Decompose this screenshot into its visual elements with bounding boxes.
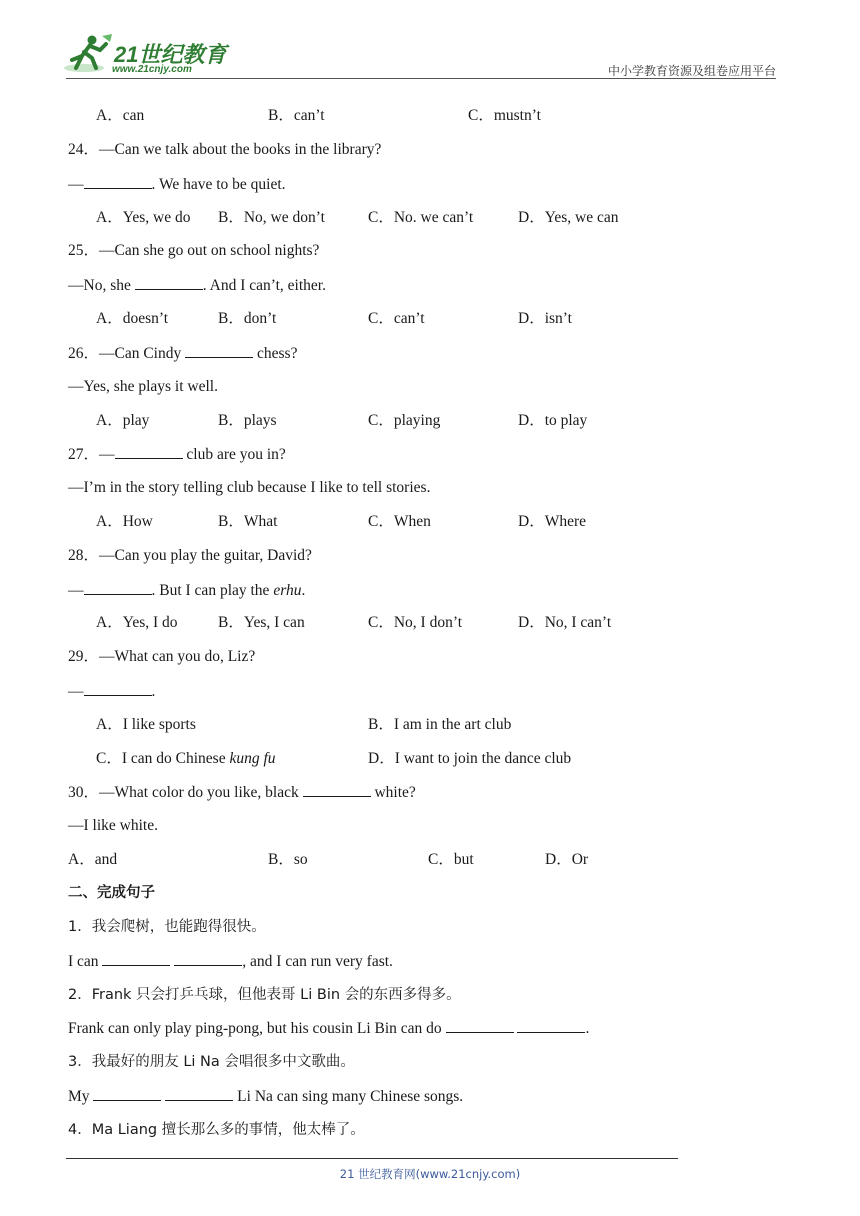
q23-option-a: A．can [96,107,145,124]
answer-blank[interactable] [84,681,152,696]
answer-blank[interactable] [135,275,203,290]
sentence-3-chinese: 3．我最好的朋友 Li Na 会唱很多中文歌曲。 [68,1054,355,1070]
q30-option-b: B．so [268,851,308,868]
q27-question: 27．— club are you in? [68,446,286,463]
sentence-2-english: Frank can only play ping-pong, but his cousin Li Bin can do . [68,1020,590,1037]
q25-option-a: A．doesn’t [96,310,169,327]
footer-divider [66,1158,678,1159]
q27-answer: —I’m in the story telling club because I like to tell stories. [68,479,431,496]
q23-option-c: C．mustn’t [468,107,541,124]
q28-option-b: B．Yes, I can [218,614,305,631]
header-platform-text: 中小学教育资源及组卷应用平台 [607,64,776,78]
header-divider [66,78,776,79]
q26-option-a: A．play [96,412,150,429]
answer-blank[interactable] [303,782,371,797]
sentence-4-chinese: 4．Ma Liang 擅长那么多的事情，他太棒了。 [68,1122,365,1138]
q24-option-b: B．No, we don’t [218,209,325,226]
q29-option-d: D．I want to join the dance club [368,750,572,767]
q30-option-a: A．and [68,851,118,868]
q28-option-c: C．No, I don’t [368,614,463,631]
q25-option-d: D．isn’t [518,310,572,327]
answer-blank[interactable] [185,343,253,358]
q24-option-c: C．No. we can’t [368,209,474,226]
answer-blank[interactable] [165,1086,233,1101]
q29-option-a: A．I like sports [96,716,196,733]
q29-option-c: C．I can do Chinese kung fu [96,750,276,767]
footer-link[interactable]: 21 世纪教育网(www.21cnjy.com) [339,1167,521,1181]
q24-option-d: D．Yes, we can [518,209,619,226]
sentence-3-english: My Li Na can sing many Chinese songs. [68,1088,464,1105]
q29-answer: — . [68,683,156,700]
answer-blank[interactable] [102,951,170,966]
q27-option-b: B．What [218,513,278,530]
answer-blank[interactable] [84,580,152,595]
q27-option-c: C．When [368,513,431,530]
q26-option-b: B．plays [218,412,277,429]
answer-blank[interactable] [174,951,242,966]
q24-question: 24．—Can we talk about the books in the library? [68,141,382,158]
sentence-1-chinese: 1．我会爬树，也能跑得很快。 [68,919,266,935]
q30-option-d: D．Or [545,851,589,868]
section-title: 二、完成句子 [68,885,155,901]
q25-question: 25．—Can she go out on school nights? [68,242,320,259]
site-logo [62,32,232,80]
q26-option-d: D．to play [518,412,588,429]
q27-option-a: A．How [96,513,153,530]
q25-option-c: C．can’t [368,310,425,327]
q24-answer: — . We have to be quiet. [68,176,286,193]
answer-blank[interactable] [446,1018,514,1033]
q28-answer: — . But I can play the erhu. [68,582,306,599]
logo-text: 21世纪教育 [114,42,227,67]
runner-logo-icon [62,32,114,76]
answer-blank[interactable] [517,1018,585,1033]
q30-answer: —I like white. [68,817,158,834]
q26-option-c: C．playing [368,412,441,429]
q28-option-d: D．No, I can’t [518,614,612,631]
q30-option-c: C．but [428,851,474,868]
q25-answer: —No, she . And I can’t, either. [68,277,326,294]
q26-answer: —Yes, she plays it well. [68,378,218,395]
q30-question: 30．—What color do you like, black white? [68,784,416,801]
q27-option-d: D．Where [518,513,586,530]
q25-option-b: B．don’t [218,310,277,327]
sentence-1-english: I can , and I can run very fast. [68,953,393,970]
logo-url: www.21cnjy.com [112,64,192,75]
q29-question: 29．—What can you do, Liz? [68,648,256,665]
answer-blank[interactable] [93,1086,161,1101]
q28-option-a: A．Yes, I do [96,614,178,631]
q28-question: 28．—Can you play the guitar, David? [68,547,312,564]
q24-option-a: A．Yes, we do [96,209,191,226]
sentence-2-chinese: 2．Frank 只会打乒乓球，但他表哥 Li Bin 会的东西多得多。 [68,987,461,1003]
q29-option-b: B．I am in the art club [368,716,512,733]
q26-question: 26．—Can Cindy chess? [68,345,298,362]
q23-option-b: B．can’t [268,107,325,124]
answer-blank[interactable] [84,174,152,189]
answer-blank[interactable] [115,444,183,459]
